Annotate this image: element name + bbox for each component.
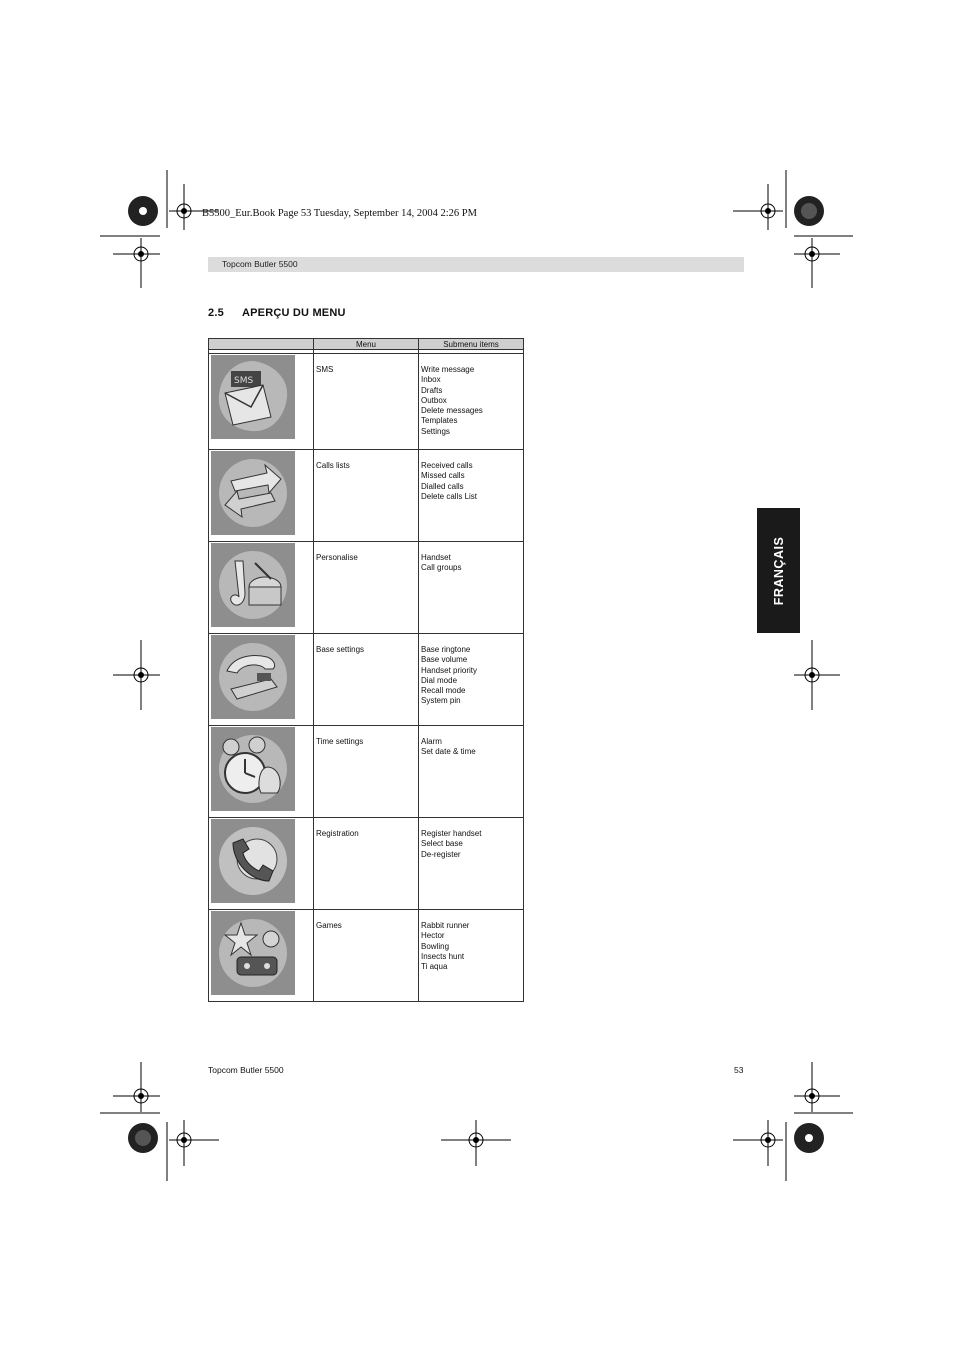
submenu-item: Call groups	[421, 563, 462, 573]
icon-cell	[209, 910, 314, 1002]
submenu-item: Dialled calls	[421, 481, 464, 491]
submenu-item: De-register	[421, 849, 461, 859]
svg-text:SMS: SMS	[234, 376, 254, 386]
page-number: 53	[734, 1065, 744, 1075]
submenu-item: Received calls	[421, 461, 473, 470]
calls-list-arrows-icon	[211, 451, 295, 535]
menu-name: Time settings	[314, 726, 419, 818]
submenu-item: Recall mode	[421, 686, 466, 696]
submenu-item: Settings	[421, 426, 450, 436]
base-settings-phone-icon	[211, 635, 295, 719]
submenu-item: Ti aqua	[421, 962, 448, 972]
language-side-tab	[757, 508, 800, 633]
submenu-list	[419, 910, 524, 1002]
submenu-item: Hector	[421, 931, 445, 941]
menu-name: Personalise	[314, 542, 419, 634]
menu-name: Base settings	[314, 634, 419, 726]
print-info-line: B5500_Eur.Book Page 53 Tuesday, September 14, 2004 2:26 PM	[202, 208, 477, 219]
icon-cell	[209, 818, 314, 910]
table-header-row	[209, 339, 524, 350]
submenu-item: Handset priority	[421, 665, 478, 675]
table-row	[209, 634, 524, 726]
registration-handset-icon	[211, 819, 295, 903]
header-icon-column	[209, 339, 314, 350]
submenu-item: Select base	[421, 839, 463, 849]
icon-cell	[209, 354, 314, 450]
submenu-list	[419, 818, 524, 910]
table-row	[209, 542, 524, 634]
submenu-item: Rabbit runner	[421, 921, 470, 930]
submenu-item: Base ringtone	[421, 645, 471, 654]
submenu-item: Delete messages	[421, 406, 483, 416]
submenu-list	[419, 450, 524, 542]
icon-cell	[209, 450, 314, 542]
submenu-list	[419, 354, 524, 450]
submenu-item: Alarm	[421, 737, 442, 746]
section-heading	[208, 307, 346, 319]
icon-cell	[209, 726, 314, 818]
table-row	[209, 910, 524, 1002]
submenu-item: Register handset	[421, 829, 482, 838]
menu-name: Registration	[314, 818, 419, 910]
table-row	[209, 726, 524, 818]
menu-name: Calls lists	[314, 450, 419, 542]
submenu-item: System pin	[421, 696, 461, 706]
section-number: 2.5	[208, 307, 224, 319]
submenu-item: Drafts	[421, 385, 443, 395]
personalise-instruments-icon	[211, 543, 295, 627]
header-menu-column: Menu	[314, 339, 419, 350]
menu-name: Games	[314, 910, 419, 1002]
table-row	[209, 354, 524, 450]
submenu-item: Templates	[421, 416, 458, 426]
submenu-list	[419, 726, 524, 818]
submenu-item: Delete calls List	[421, 491, 478, 501]
footer-title: Topcom Butler 5500	[208, 1065, 284, 1075]
submenu-list	[419, 634, 524, 726]
submenu-item: Outbox	[421, 395, 447, 405]
submenu-item: Insects hunt	[421, 951, 465, 961]
header-submenu-column: Submenu items	[419, 339, 524, 350]
submenu-item: Set date & time	[421, 747, 476, 757]
section-title: APERÇU DU MENU	[242, 307, 346, 319]
language-label: FRANÇAIS	[771, 536, 786, 605]
table-row	[209, 818, 524, 910]
page-header-bar	[208, 257, 744, 272]
table-row	[209, 450, 524, 542]
icon-cell	[209, 634, 314, 726]
icon-cell	[209, 542, 314, 634]
submenu-item: Dial mode	[421, 675, 458, 685]
submenu-item: Write message	[421, 365, 475, 374]
sms-envelope-icon	[211, 355, 295, 439]
time-alarm-clock-icon	[211, 727, 295, 811]
submenu-item: Handset	[421, 553, 451, 562]
submenu-list	[419, 542, 524, 634]
submenu-item: Missed calls	[421, 471, 465, 481]
submenu-item: Inbox	[421, 375, 441, 385]
submenu-item: Bowling	[421, 941, 450, 951]
menu-name: SMS	[314, 354, 419, 450]
games-icon	[211, 911, 295, 995]
header-title: Topcom Butler 5500	[222, 259, 298, 269]
submenu-item: Base volume	[421, 655, 468, 665]
menu-overview-table	[208, 338, 524, 1002]
